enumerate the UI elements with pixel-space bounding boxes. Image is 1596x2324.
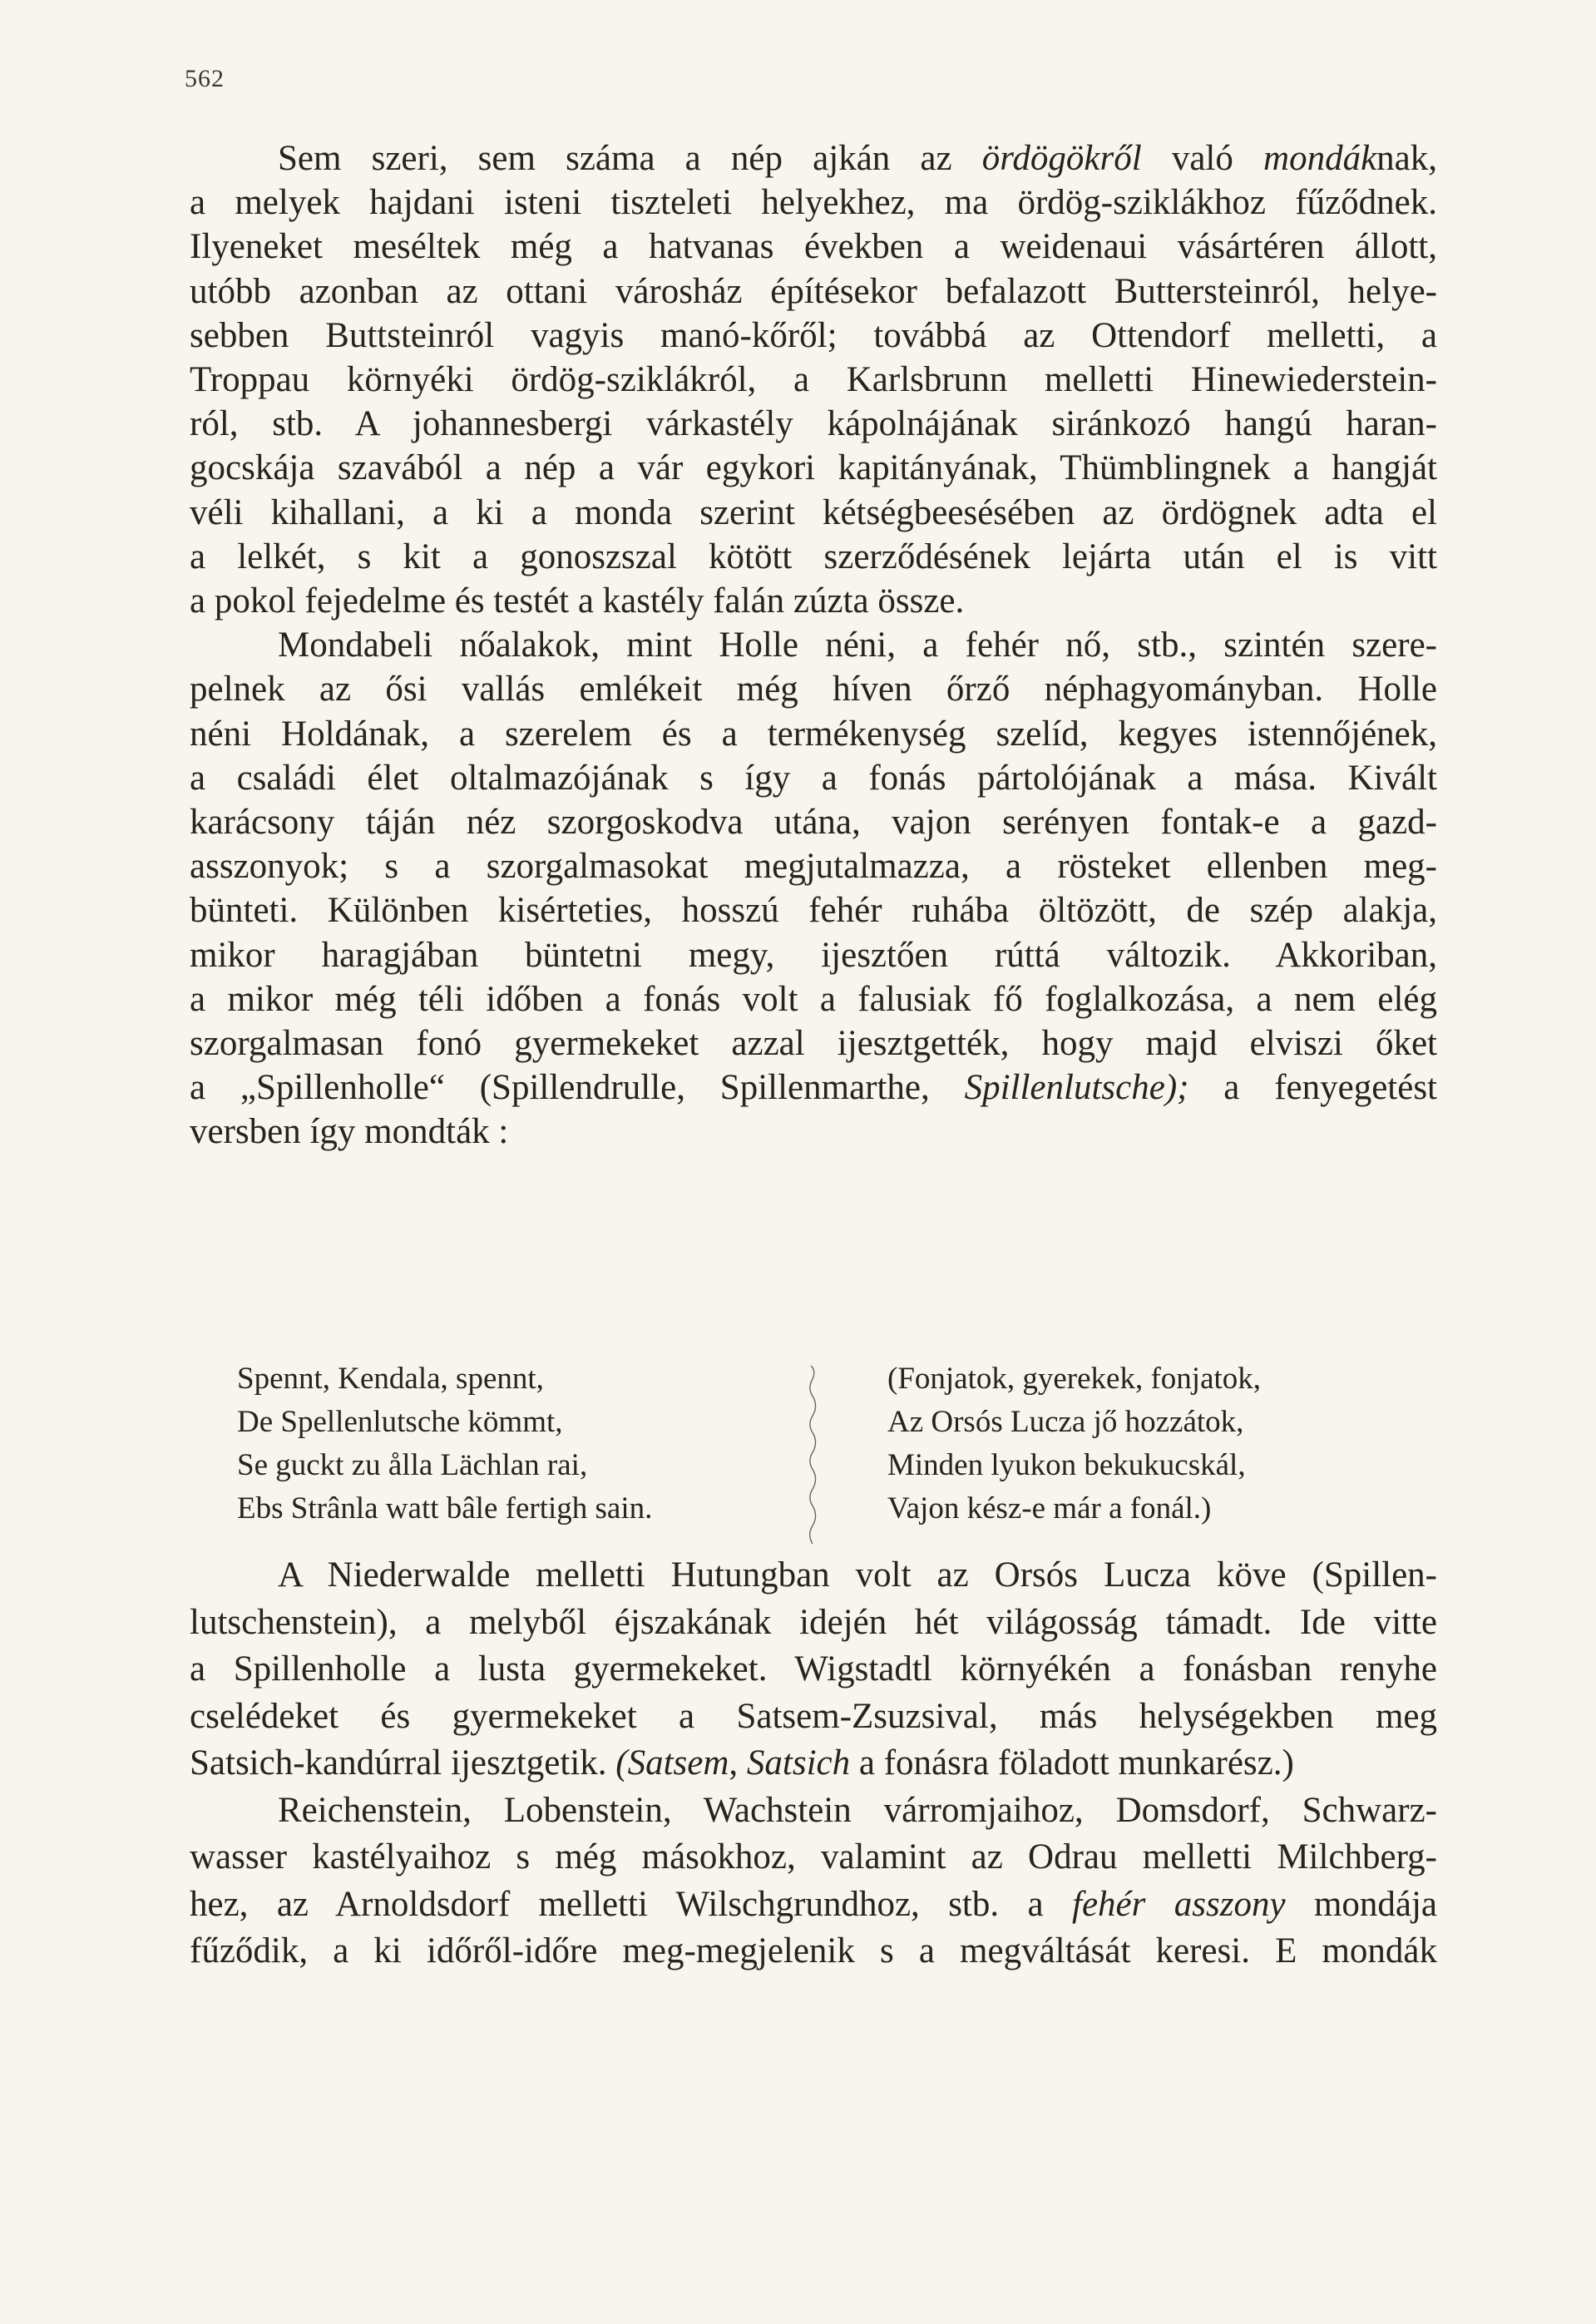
text-run: a „Spillenholle“ (Spillendrulle, Spillenmarthe, (190, 1068, 965, 1108)
text-run: ról, stb. A johannesbergi várkastély kápolnájának siránkozó hangú haran- (190, 404, 1437, 444)
verse-german-line: Ebs Strânla watt bâle fertigh sain. (237, 1491, 653, 1525)
italic-text-run: (Satsem (615, 1743, 729, 1783)
verse-german (237, 1357, 652, 1530)
text-line (190, 623, 1437, 667)
text-line (190, 1694, 1437, 1741)
text-line (190, 888, 1437, 932)
text-run: Troppau környéki ördög-sziklákról, a Karlsbrunn melletti Hinewiederstein- (190, 360, 1437, 400)
text-line (190, 225, 1437, 269)
page-number: 562 (185, 65, 225, 92)
text-line (190, 1881, 1437, 1929)
text-line (190, 1021, 1437, 1066)
text-run: a Spillenholle a lusta gyermekeket. Wigstadtl környékén a fonásban renyhe (190, 1649, 1437, 1689)
text-run: asszonyok; s a szorgalmasokat megjutalmazza, a rösteket ellenben meg- (190, 847, 1437, 887)
text-line (190, 712, 1437, 756)
text-run: Mondabeli nőalakok, mint Holle néni, a fehér nő, stb., szintén szere- (278, 626, 1437, 665)
text-run: való (1141, 139, 1264, 178)
text-run: cselédeket és gyermekeket a Satsem-Zsuzsival, más helységekben meg (190, 1696, 1437, 1736)
text-line (190, 1066, 1437, 1110)
text-run: versben így mondták : (190, 1112, 509, 1152)
text-line (190, 402, 1437, 446)
verse-german-line: Spennt, Kendala, spennt, (237, 1362, 544, 1396)
text-run: a családi élet oltalmazójának s így a fonás pártolójának a mása. Kivált (190, 758, 1437, 798)
text-run: Sem szeri, sem száma a nép ajkán az (278, 139, 982, 178)
text-line (190, 933, 1437, 977)
italic-text-run: Satsich (746, 1743, 851, 1783)
text-run: sebben Buttsteinról vagyis manó-kőről; továbbá az Ottendorf melletti, a (190, 315, 1437, 355)
text-line (190, 1552, 1437, 1600)
verse-hungarian-line: Vajon kész-e már a fonál.) (887, 1491, 1212, 1525)
text-run: a mikor még téli időben a fonás volt a falusiak fő foglalkozása, a nem elég (190, 979, 1437, 1019)
text-run: lutschenstein), a melyből éjszakának idején hét világosság támadt. Ide vitte (190, 1602, 1437, 1642)
text-run: karácsony táján néz szorgoskodva utána, vajon serényen fontak-e a gazd- (190, 803, 1437, 843)
text-run: nak, (1376, 139, 1437, 178)
verse-hungarian (887, 1357, 1261, 1530)
text-run: a fonásra föladott munkarész.) (850, 1743, 1294, 1783)
text-line (190, 136, 1437, 180)
text-line (190, 1928, 1437, 1975)
text-run: szorgalmasan fonó gyermekeket azzal ijesztgették, hogy majd elviszi őket (190, 1024, 1437, 1064)
text-run: néni Holdának, a szerelem és a termékenység szelíd, kegyes istennőjének, (190, 714, 1437, 754)
text-run: wasser kastélyaihoz s még másokhoz, valamint az Odrau melletti Milchberg- (190, 1837, 1437, 1877)
text-run: mikor haragjában büntetni megy, ijesztően rúttá változik. Akkoriban, (190, 935, 1437, 975)
text-run: mondája (1285, 1884, 1438, 1924)
text-line (190, 1110, 1437, 1154)
verse-german-line: Se guckt zu ålla Lächlan rai, (237, 1448, 588, 1482)
italic-text-run: fehér asszony (1072, 1884, 1286, 1924)
text-line (190, 446, 1437, 490)
text-line (190, 1788, 1437, 1835)
text-run: bünteti. Különben kisérteties, hosszú fehér ruhába öltözött, de szép alakja, (190, 891, 1437, 931)
text-run: utóbb azonban az ottani városház építésekor befalazott Buttersteinról, helye- (190, 271, 1437, 311)
text-run: gocskája szavából a nép a vár egykori kapitányának, Thümblingnek a hangját (190, 448, 1437, 488)
text-line (190, 180, 1437, 225)
text-run: hez, az Arnoldsdorf melletti Wilschgrundhoz, stb. a (190, 1884, 1072, 1924)
text-line (190, 844, 1437, 888)
text-run: a melyek hajdani isteni tiszteleti helyekhez, ma ördög-sziklákhoz fűződnek. (190, 183, 1437, 223)
text-run: A Niederwalde melletti Hutungban volt az Orsós Lucza köve (Spillen- (278, 1555, 1437, 1595)
text-line (190, 1646, 1437, 1694)
text-line (190, 491, 1437, 535)
text-run: Ilyeneket meséltek még a hatvanas években a weidenaui vásártéren állott, (190, 227, 1437, 267)
text-line (190, 1834, 1437, 1881)
body-text-bottom (190, 1552, 1437, 1975)
text-run: pelnek az ősi vallás emlékeit még híven őrző néphagyományban. Holle (190, 670, 1437, 710)
text-line (190, 269, 1437, 314)
text-run: Satsich-kandúrral ijesztgetik. (190, 1743, 616, 1783)
text-line (190, 800, 1437, 844)
text-run: a fenyegetést (1223, 1068, 1438, 1108)
text-line (190, 1740, 1437, 1788)
verse-hungarian-line: (Fonjatok, gyerekek, fonjatok, (887, 1362, 1262, 1396)
text-run: Reichenstein, Lobenstein, Wachstein várromjaihoz, Domsdorf, Schwarz- (278, 1790, 1437, 1830)
verse-hungarian-line: Minden lyukon bekukucskál, (887, 1448, 1246, 1482)
text-line (190, 977, 1437, 1021)
text-run: , (729, 1743, 747, 1783)
italic-text-run: Spillenlutsche); (964, 1068, 1224, 1108)
italic-text-run: mondák (1263, 139, 1377, 178)
text-line (190, 358, 1437, 402)
verse-hungarian-line: Az Orsós Lucza jő hozzátok, (887, 1405, 1244, 1439)
text-line (190, 314, 1437, 358)
text-line (190, 667, 1437, 711)
verse-brace (808, 1364, 820, 1545)
text-line (190, 756, 1437, 800)
text-run: a lelkét, s kit a gonoszszal kötött szerződésének lejárta után el is vitt (190, 536, 1437, 576)
text-line (190, 1600, 1437, 1647)
text-line (190, 579, 1437, 623)
body-text-top (190, 136, 1437, 1155)
verse-german-line: De Spellenlutsche kömmt, (237, 1405, 563, 1439)
text-line (190, 535, 1437, 579)
text-run: véli kihallani, a ki a monda szerint kétségbeesésében az ördögnek adta el (190, 492, 1437, 532)
text-run: fűződik, a ki időről-időre meg-megjelenik s a megváltását keresi. E mondák (190, 1931, 1437, 1970)
italic-text-run: ördögökről (981, 139, 1142, 178)
text-run: a pokol fejedelme és testét a kastély falán zúzta össze. (190, 581, 965, 621)
